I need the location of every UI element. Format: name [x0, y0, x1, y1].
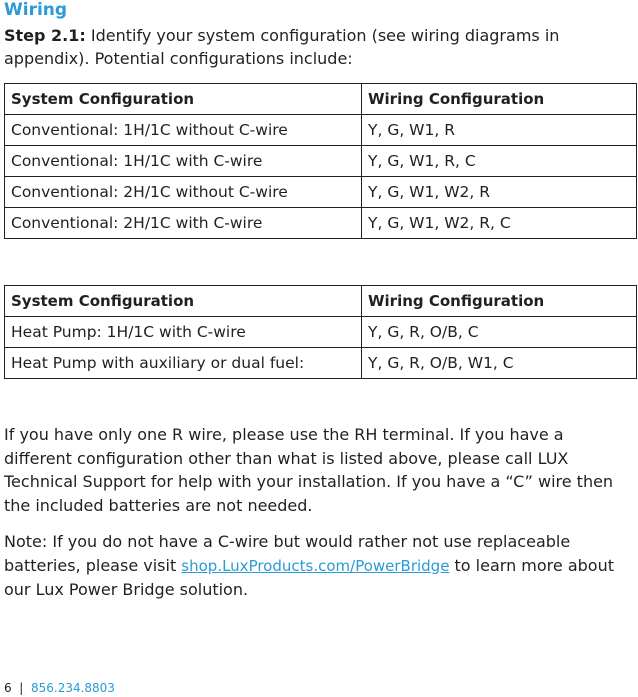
table-header-row	[5, 84, 637, 115]
table-row	[5, 146, 637, 177]
step-text: Identify your system configuration (see wiring diagrams in appendix). Potential configurations include:	[4, 26, 560, 68]
table-cell: Y, G, W1, R, C	[362, 146, 637, 177]
table-cell: Conventional: 2H/1C with C-wire	[5, 208, 362, 239]
column-header: Wiring Configuration	[362, 286, 637, 317]
step-label: Step 2.1:	[4, 26, 86, 45]
table-cell: Conventional: 1H/1C without C-wire	[5, 115, 362, 146]
rh-terminal-paragraph: If you have only one R wire, please use the RH terminal. If you have a different configuration other than what is listed above, please call LUX Technical Support for help with your installation. If you have a “C” wire then the included batteries are not needed.	[4, 425, 614, 515]
table-cell: Heat Pump with auxiliary or dual fuel:	[5, 348, 362, 379]
heat-pump-wiring-table	[4, 285, 637, 379]
table-cell: Y, G, R, O/B, C	[362, 317, 637, 348]
note-text-after: to learn more about our Lux Power Bridge solution.	[4, 555, 614, 599]
step-instruction	[4, 24, 634, 70]
table-header-row	[5, 286, 637, 317]
table-row	[5, 348, 637, 379]
note-text-before: Note: If you do not have a C-wire but would rather not use replaceable batteries, please visit	[4, 532, 571, 575]
table-cell: Y, G, W1, W2, R	[362, 177, 637, 208]
column-header: System Configuration	[5, 286, 362, 317]
column-header: Wiring Configuration	[362, 84, 637, 115]
column-header: System Configuration	[5, 84, 362, 115]
table-cell: Y, G, W1, W2, R, C	[362, 208, 637, 239]
table-cell: Conventional: 2H/1C without C-wire	[5, 177, 362, 208]
page-number: 6	[4, 681, 12, 695]
conventional-wiring-table	[4, 83, 637, 239]
footer-separator: |	[19, 681, 24, 695]
power-bridge-link[interactable]: shop.LuxProducts.com/PowerBridge	[181, 556, 450, 575]
power-bridge-note	[4, 530, 634, 602]
support-phone: 856.234.8803	[30, 681, 115, 695]
table-row	[5, 177, 637, 208]
page-footer	[4, 681, 115, 695]
table-cell: Conventional: 1H/1C with C-wire	[5, 146, 362, 177]
section-heading: Wiring	[4, 0, 68, 20]
table-row	[5, 317, 637, 348]
table-row	[5, 115, 637, 146]
table-cell: Heat Pump: 1H/1C with C-wire	[5, 317, 362, 348]
table-row	[5, 208, 637, 239]
table-cell: Y, G, R, O/B, W1, C	[362, 348, 637, 379]
table-cell: Y, G, W1, R	[362, 115, 637, 146]
